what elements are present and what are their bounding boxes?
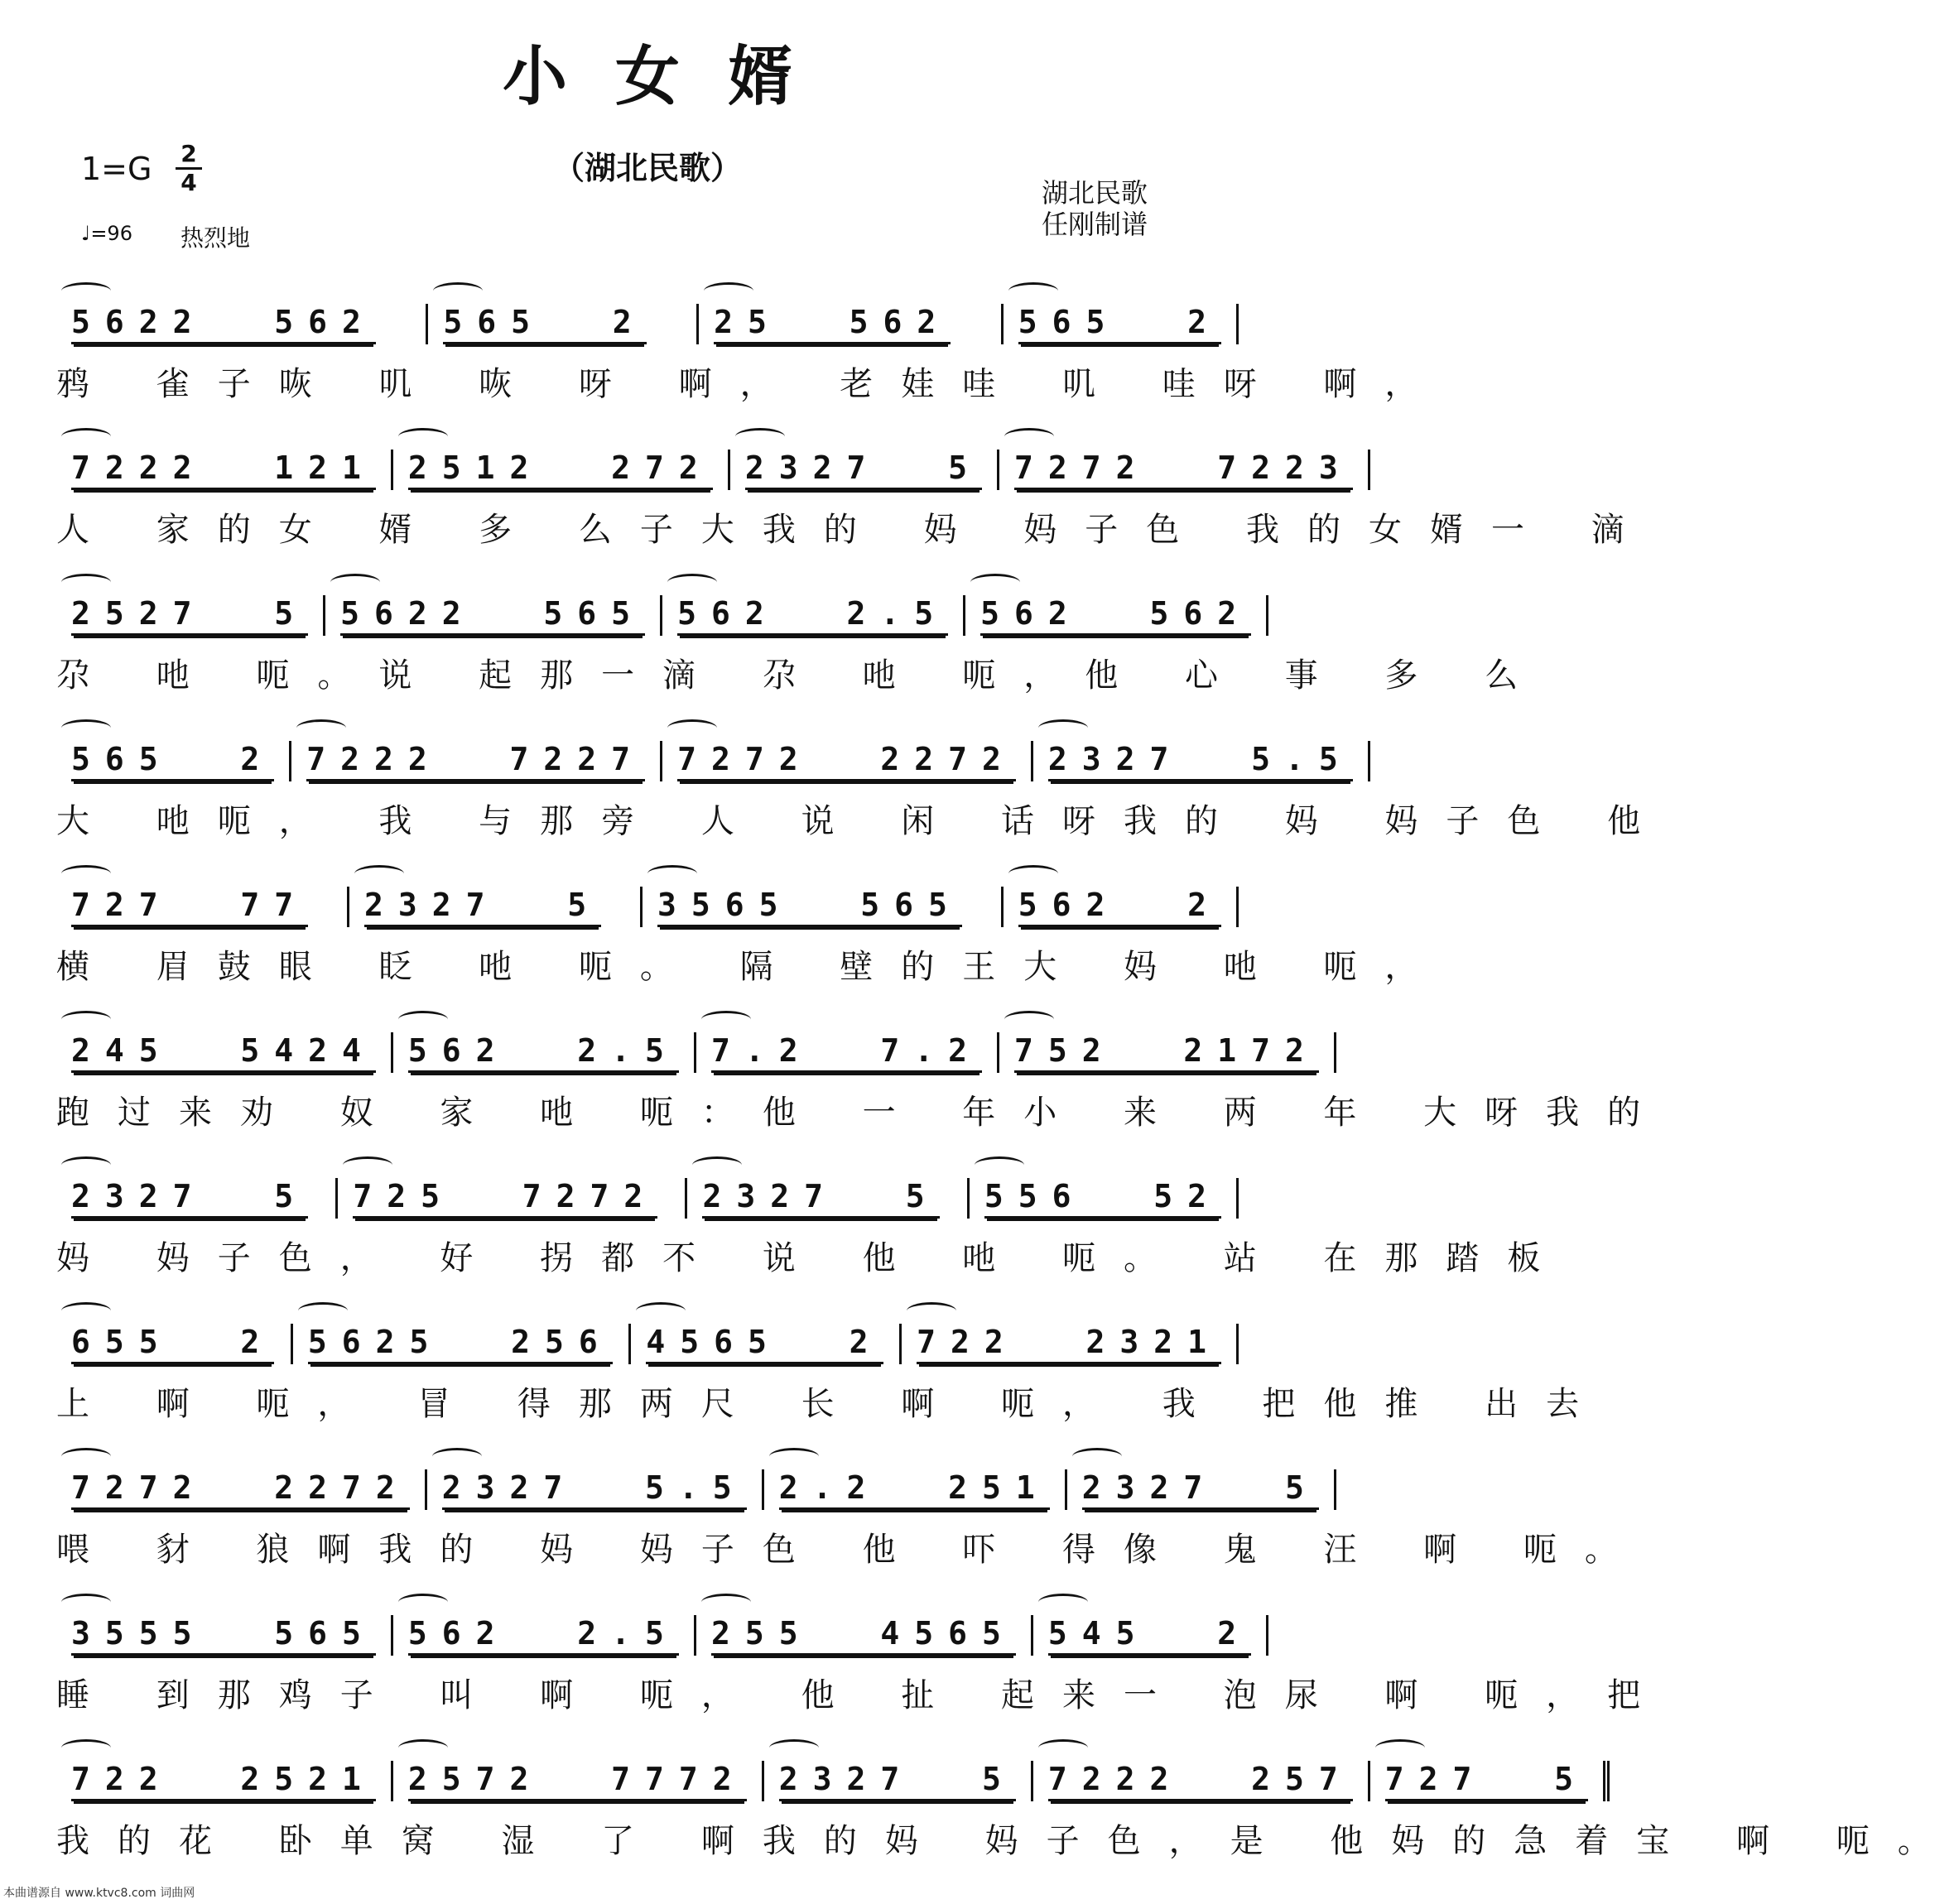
lyrics-line: 尕 吔 呃。说 起那一滴 尕 吔 呃，他 心 事 多 么 bbox=[56, 656, 1547, 695]
lyrics-line: 喂 豺 狼啊我的 妈 妈子色 他 吓 得像 鬼 汪 啊 呃。 bbox=[56, 1531, 1646, 1569]
measure bbox=[1001, 887, 1239, 927]
measure-notes: 7272 2272 bbox=[71, 1469, 410, 1510]
slur-mark bbox=[1072, 1448, 1122, 1465]
lyrics-line: 我的花 卧单窝 湿 了 啊我的妈 妈子色，是 他妈的急着宝 啊 呃。 bbox=[56, 1822, 1959, 1860]
slur-mark bbox=[61, 1011, 111, 1028]
tempo-mark: ♩=96 bbox=[81, 222, 132, 245]
measure-notes: 5622 565 bbox=[340, 595, 645, 636]
measure bbox=[391, 1032, 694, 1073]
measure bbox=[347, 887, 616, 927]
measure bbox=[640, 887, 977, 927]
slur-mark bbox=[398, 428, 448, 445]
measure bbox=[694, 1615, 1031, 1656]
song-subtitle: （湖北民歌） bbox=[552, 150, 742, 186]
measure-notes: 2327 5 bbox=[702, 1178, 939, 1219]
slur-mark bbox=[701, 1011, 751, 1028]
slur-mark bbox=[1038, 1594, 1088, 1611]
slur-mark bbox=[61, 1448, 111, 1465]
measure bbox=[1031, 741, 1370, 781]
lyrics-line: 人 家的女 婿 多 么子大我的 妈 妈子色 我的女婿一 滴 bbox=[56, 511, 1653, 549]
measure-notes: 2327 5.5 bbox=[1048, 741, 1353, 781]
measure bbox=[628, 1324, 898, 1364]
slur-mark bbox=[769, 1739, 819, 1757]
measure bbox=[967, 1178, 1239, 1219]
measure bbox=[56, 1761, 391, 1801]
slur-mark bbox=[636, 1302, 686, 1320]
measure bbox=[1031, 1761, 1368, 1801]
footer-source: 本曲谱源自 www.ktvc8.com 词曲网 bbox=[3, 1887, 195, 1900]
song-title: 小女婿 bbox=[502, 39, 840, 114]
measure-notes: 562 2 bbox=[1018, 887, 1221, 927]
lyrics-line: 横 眉鼓眼 眨 吔 呃。 隔 壁的王大 妈 吔 呃， bbox=[56, 948, 1446, 986]
measure-notes: 722 2321 bbox=[917, 1324, 1221, 1364]
measure bbox=[997, 1032, 1336, 1073]
slur-mark bbox=[61, 1594, 111, 1611]
slur-mark bbox=[1004, 428, 1054, 445]
expression-mark: 热烈地 bbox=[180, 224, 251, 252]
notation-line bbox=[0, 1735, 1589, 1801]
measure bbox=[391, 1615, 694, 1656]
measure bbox=[56, 595, 323, 636]
measure bbox=[391, 450, 728, 490]
lyrics-line: 跑过来劝 奴 家 吔 呃：他 一 年小 来 两 年 大呀我的 bbox=[56, 1094, 1669, 1132]
measure-notes: 727 5 bbox=[1385, 1761, 1588, 1801]
measure-notes: 2327 5.5 bbox=[442, 1469, 747, 1510]
slur-mark bbox=[432, 1448, 482, 1465]
time-signature bbox=[176, 141, 202, 196]
measure bbox=[660, 595, 963, 636]
measure bbox=[56, 1324, 289, 1364]
measure bbox=[56, 450, 391, 490]
slur-mark bbox=[704, 282, 753, 300]
measure-notes: 725 7272 bbox=[353, 1178, 657, 1219]
lyrics-line: 上 啊 呃， 冒 得那两尺 长 啊 呃， 我 把他推 出去 bbox=[56, 1385, 1608, 1423]
measure-notes: 7222 121 bbox=[71, 450, 376, 490]
measure-notes: 2327 5 bbox=[1082, 1469, 1319, 1510]
measure bbox=[997, 450, 1370, 490]
measure-notes: 562 562 bbox=[980, 595, 1251, 636]
measure-notes: 5625 256 bbox=[308, 1324, 613, 1364]
notation-line bbox=[0, 861, 1295, 927]
slur-mark bbox=[61, 574, 111, 591]
measure-notes: 562 2.5 bbox=[408, 1032, 679, 1073]
measure-notes: 722 2521 bbox=[71, 1761, 376, 1801]
measure-notes: 556 52 bbox=[984, 1178, 1221, 1219]
measure bbox=[289, 741, 660, 781]
measure bbox=[56, 887, 323, 927]
measure-notes: 7272 2272 bbox=[677, 741, 1016, 781]
slur-mark bbox=[647, 865, 697, 882]
measure bbox=[685, 1178, 954, 1219]
slur-mark bbox=[330, 574, 380, 591]
slur-mark bbox=[1008, 282, 1058, 300]
measure bbox=[56, 1615, 391, 1656]
measure bbox=[335, 1178, 672, 1219]
slur-mark bbox=[61, 719, 111, 737]
measure bbox=[56, 741, 289, 781]
slur-mark bbox=[398, 1011, 448, 1028]
measure-notes: 2327 5 bbox=[364, 887, 601, 927]
measure-notes: 655 2 bbox=[71, 1324, 274, 1364]
measure bbox=[426, 304, 661, 344]
measure-notes: 565 2 bbox=[71, 741, 274, 781]
slur-mark bbox=[354, 865, 404, 882]
measure-notes: 7222 7227 bbox=[306, 741, 645, 781]
measure-notes: 2327 5 bbox=[71, 1178, 308, 1219]
slur-mark bbox=[735, 428, 785, 445]
measure bbox=[660, 741, 1031, 781]
measure-notes: 2327 5 bbox=[779, 1761, 1016, 1801]
slur-mark bbox=[701, 1594, 751, 1611]
notation-line bbox=[0, 570, 1295, 636]
notation-line bbox=[0, 1298, 1295, 1364]
slur-mark bbox=[61, 1156, 111, 1174]
measure bbox=[899, 1324, 1239, 1364]
measure-notes: 7.2 7.2 bbox=[711, 1032, 982, 1073]
measure bbox=[728, 450, 997, 490]
slur-mark bbox=[343, 1156, 392, 1174]
measure bbox=[762, 1761, 1031, 1801]
measure-notes: 752 2172 bbox=[1014, 1032, 1319, 1073]
measure-notes: 255 4565 bbox=[711, 1615, 1016, 1656]
measure bbox=[1368, 1761, 1610, 1801]
measure bbox=[1065, 1469, 1336, 1510]
measure bbox=[696, 304, 965, 344]
slur-mark bbox=[975, 1156, 1024, 1174]
measure-notes: 3555 565 bbox=[71, 1615, 376, 1656]
measure-notes: 562 2.5 bbox=[408, 1615, 679, 1656]
lyrics-line: 妈 妈子色， 好 拐都不 说 他 吔 呃。 站 在那踏板 bbox=[56, 1239, 1569, 1277]
measure bbox=[56, 1032, 391, 1073]
measure bbox=[56, 304, 391, 344]
slur-mark bbox=[692, 1156, 742, 1174]
slur-mark bbox=[769, 1448, 819, 1465]
notation-line bbox=[0, 424, 1353, 490]
measure-notes: 2572 7772 bbox=[408, 1761, 747, 1801]
slur-mark bbox=[61, 865, 111, 882]
measure bbox=[963, 595, 1268, 636]
measure-notes: 565 2 bbox=[443, 304, 646, 344]
slur-mark bbox=[667, 574, 717, 591]
lyrics-line: 鸦 雀子咴 叽 咴 呀 啊， 老娃哇 叽 哇呀 啊， bbox=[56, 365, 1446, 403]
credits bbox=[1042, 177, 1148, 240]
measure-notes: 7222 257 bbox=[1048, 1761, 1353, 1801]
slur-mark bbox=[398, 1594, 448, 1611]
notation-line bbox=[0, 1589, 1295, 1656]
slur-mark bbox=[1375, 1739, 1425, 1757]
measure bbox=[56, 1469, 425, 1510]
slur-mark bbox=[298, 1302, 348, 1320]
lyrics-line: 睡 到那鸡子 叫 啊 呃， 他 扯 起来一 泡尿 啊 呃，把 bbox=[56, 1676, 1669, 1714]
key-signature: 1=G bbox=[81, 151, 152, 187]
measure-notes: 25 562 bbox=[714, 304, 951, 344]
measure bbox=[56, 1178, 323, 1219]
slur-mark bbox=[296, 719, 346, 737]
measure-notes: 4565 2 bbox=[646, 1324, 883, 1364]
slur-mark bbox=[61, 1302, 111, 1320]
notation-line bbox=[0, 715, 1353, 781]
slur-mark bbox=[1038, 719, 1088, 737]
measure bbox=[762, 1469, 1065, 1510]
notation-line bbox=[0, 1444, 1319, 1510]
slur-mark bbox=[1008, 865, 1058, 882]
credit-origin: 湖北民歌 bbox=[1042, 177, 1148, 209]
slur-mark bbox=[1004, 1011, 1054, 1028]
measure-notes: 2512 272 bbox=[408, 450, 713, 490]
slur-mark bbox=[61, 428, 111, 445]
slur-mark bbox=[970, 574, 1020, 591]
measure bbox=[425, 1469, 762, 1510]
slur-mark bbox=[61, 1739, 111, 1757]
measure bbox=[1031, 1615, 1268, 1656]
measure bbox=[391, 1761, 762, 1801]
measure-notes: 545 2 bbox=[1048, 1615, 1251, 1656]
slur-mark bbox=[61, 282, 111, 300]
measure bbox=[1001, 304, 1239, 344]
measure-notes: 2.2 251 bbox=[779, 1469, 1050, 1510]
measure bbox=[694, 1032, 997, 1073]
slur-mark bbox=[1038, 1739, 1088, 1757]
measure-notes: 565 2 bbox=[1018, 304, 1221, 344]
measure-notes: 5622 562 bbox=[71, 304, 376, 344]
measure-notes: 3565 565 bbox=[657, 887, 962, 927]
slur-mark bbox=[907, 1302, 956, 1320]
measure bbox=[323, 595, 660, 636]
meter-bottom: 4 bbox=[180, 169, 197, 196]
measure-notes: 2527 5 bbox=[71, 595, 308, 636]
notation-line bbox=[0, 1152, 1295, 1219]
slur-mark bbox=[398, 1739, 448, 1757]
notation-line bbox=[0, 1007, 1319, 1073]
notation-line bbox=[0, 278, 1295, 344]
slur-mark bbox=[667, 719, 717, 737]
measure-notes: 727 77 bbox=[71, 887, 308, 927]
measure-notes: 562 2.5 bbox=[677, 595, 948, 636]
credit-arranger: 任刚制谱 bbox=[1042, 209, 1148, 240]
lyrics-line: 大 吔呃， 我 与那旁 人 说 闲 话呀我的 妈 妈子色 他 bbox=[56, 802, 1669, 840]
measure-notes: 245 5424 bbox=[71, 1032, 376, 1073]
meter-top: 2 bbox=[176, 141, 202, 170]
measure-notes: 2327 5 bbox=[745, 450, 982, 490]
measure-notes: 7272 7223 bbox=[1014, 450, 1353, 490]
slur-mark bbox=[433, 282, 483, 300]
measure bbox=[291, 1324, 628, 1364]
